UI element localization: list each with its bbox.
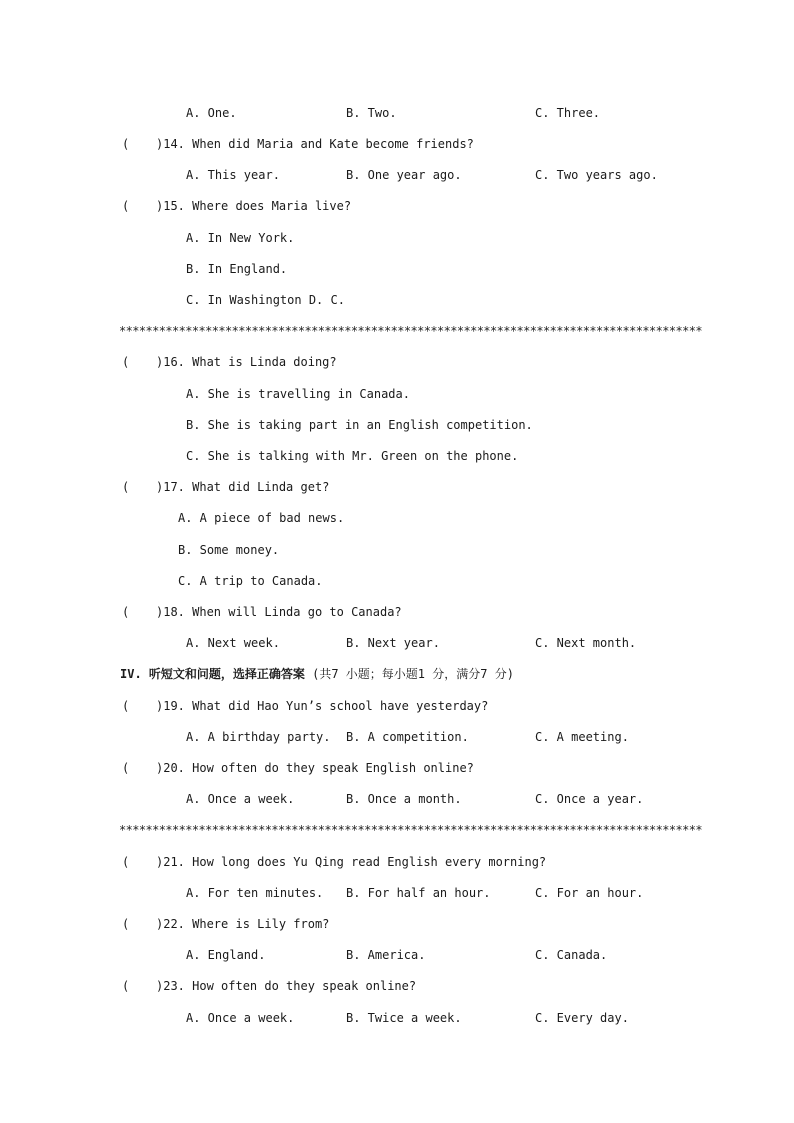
q16-option-b: B. She is taking part in an English competition.	[186, 418, 533, 432]
q18-option-b: B. Next year.	[346, 636, 440, 650]
q15-option-a: A. In New York.	[186, 231, 295, 245]
question-19: ( )19. What did Hao Yun’s school have yesterday?	[122, 699, 489, 713]
q13-option-a: A. One.	[186, 106, 237, 120]
q20-option-c: C. Once a year.	[535, 792, 644, 806]
question-15: ( )15. Where does Maria live?	[122, 199, 352, 213]
answer-blank[interactable]: (	[122, 137, 130, 151]
q23-option-c: C. Every day.	[535, 1011, 629, 1025]
answer-blank[interactable]: (	[122, 761, 130, 775]
q15-option-c: C. In Washington D. C.	[186, 293, 345, 307]
q20-option-a: A. Once a week.	[186, 792, 295, 806]
q23-option-a: A. Once a week.	[186, 1011, 295, 1025]
separator: ****************************************************************************************	[119, 324, 702, 338]
q20-option-b: B. Once a month.	[346, 792, 462, 806]
q16-option-c: C. She is talking with Mr. Green on the phone.	[186, 449, 519, 463]
q18-option-c: C. Next month.	[535, 636, 637, 650]
q23-option-b: B. Twice a week.	[346, 1011, 462, 1025]
q18-option-a: A. Next week.	[186, 636, 280, 650]
section-iv-heading: IV. 听短文和问题，选择正确答案 (共7 小题；每小题1 分，满分7 分)	[120, 667, 514, 681]
q21-option-a: A. For ten minutes.	[186, 886, 324, 900]
question-16: ( )16. What is Linda doing?	[122, 355, 337, 369]
q21-option-b: B. For half an hour.	[346, 886, 491, 900]
q16-option-a: A. She is travelling in Canada.	[186, 387, 410, 401]
q21-option-c: C. For an hour.	[535, 886, 644, 900]
question-14: ( )14. When did Maria and Kate become friends?	[122, 137, 474, 151]
q17-option-b: B. Some money.	[178, 543, 280, 557]
question-21: ( )21. How long does Yu Qing read English every morning?	[122, 855, 547, 869]
question-22: ( )22. Where is Lily from?	[122, 917, 330, 931]
answer-blank[interactable]: (	[122, 480, 130, 494]
answer-blank[interactable]: (	[122, 917, 130, 931]
q22-option-c: C. Canada.	[535, 948, 608, 962]
answer-blank[interactable]: (	[122, 979, 130, 993]
q14-option-a: A. This year.	[186, 168, 280, 182]
answer-blank[interactable]: (	[122, 199, 130, 213]
q15-option-b: B. In England.	[186, 262, 288, 276]
q17-option-c: C. A trip to Canada.	[178, 574, 323, 588]
q13-option-b: B. Two.	[346, 106, 397, 120]
q14-option-c: C. Two years ago.	[535, 168, 658, 182]
answer-blank[interactable]: (	[122, 699, 130, 713]
q19-option-b: B. A competition.	[346, 730, 469, 744]
q22-option-b: B. America.	[346, 948, 426, 962]
q22-option-a: A. England.	[186, 948, 266, 962]
q19-option-a: A. A birthday party.	[186, 730, 331, 744]
answer-blank[interactable]: (	[122, 355, 130, 369]
answer-blank[interactable]: (	[122, 855, 130, 869]
q19-option-c: C. A meeting.	[535, 730, 629, 744]
q14-option-b: B. One year ago.	[346, 168, 462, 182]
question-17: ( )17. What did Linda get?	[122, 480, 330, 494]
question-23: ( )23. How often do they speak online?	[122, 979, 417, 993]
answer-blank[interactable]: (	[122, 605, 130, 619]
q17-option-a: A. A piece of bad news.	[178, 511, 345, 525]
question-20: ( )20. How often do they speak English online?	[122, 761, 474, 775]
separator: ****************************************************************************************	[119, 823, 702, 837]
q13-option-c: C. Three.	[535, 106, 601, 120]
question-18: ( )18. When will Linda go to Canada?	[122, 605, 402, 619]
